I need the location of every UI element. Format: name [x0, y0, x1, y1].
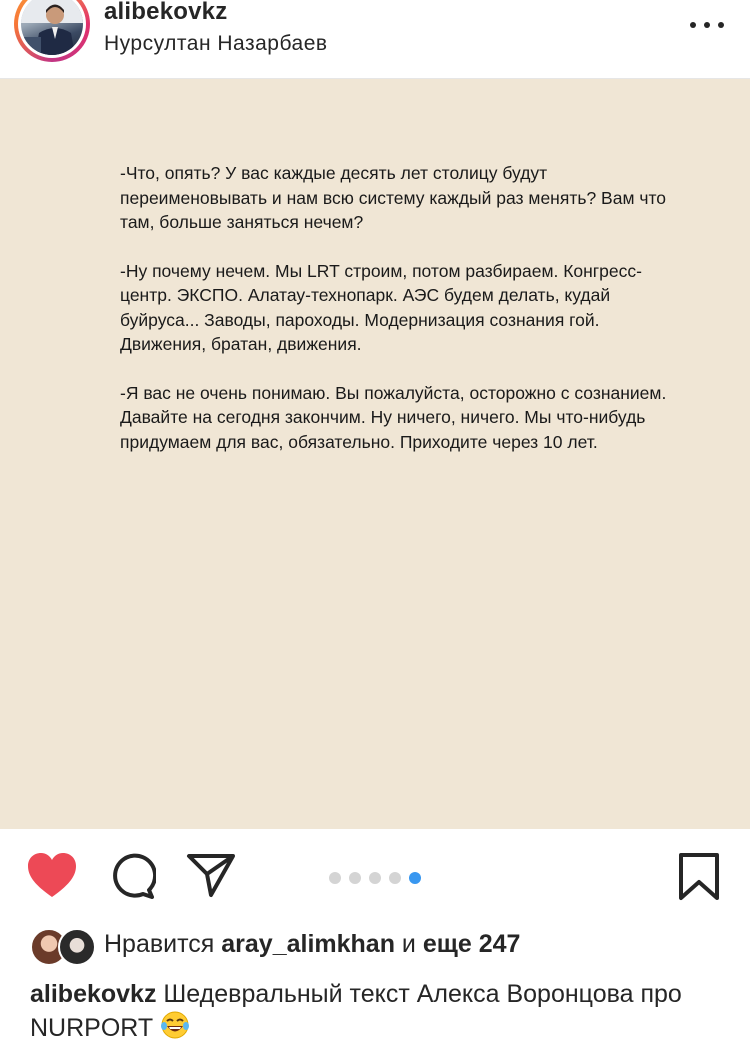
action-bar [0, 830, 750, 926]
carousel-dot [349, 872, 361, 884]
carousel-dot [389, 872, 401, 884]
post-caption [30, 978, 720, 1048]
caption-username[interactable]: alibekovkz [30, 980, 157, 1008]
post-paragraph: -Что, опять? У вас каждые десять лет столицу будут переименовывать и нам всю систему каждый раз менять? Вам что там, больше заняться нечем? [120, 163, 667, 232]
comment-button[interactable] [108, 852, 156, 905]
heart-filled-icon [26, 852, 78, 900]
post-paragraph: -Ну почему нечем. Мы LRT строим, потом разбираем. Конгресс-центр. ЭКСПО. Алатау-технопарк. АЭС будем делать, кудай буйруса... Заводы, пароходы. Модернизация сознания гой. Движения, братан, движения. [120, 260, 642, 354]
bookmark-icon [678, 852, 720, 902]
comment-icon [108, 852, 156, 900]
send-icon [186, 852, 236, 898]
post-header [0, 0, 750, 79]
post-paragraph: -Я вас не очень понимаю. Вы пожалуйста, осторожно с сознанием. Давайте на сегодня закончим. Ну ничего, ничего. Мы что-нибудь придумаем для вас, обязательно. Приходите через 10 лет. [120, 382, 667, 452]
carousel-dot-active [409, 872, 421, 884]
caption-text: Шедевральный текст Алекса Воронцова про NURPORT [30, 980, 682, 1042]
likes-text: Нравится aray_alimkhan и еще 247 [104, 930, 521, 958]
avatar [58, 928, 96, 966]
more-options-icon[interactable] [690, 18, 724, 32]
liker-username[interactable]: aray_alimkhan [221, 930, 395, 958]
likes-row [30, 926, 750, 966]
story-ring[interactable] [14, 0, 90, 62]
username[interactable]: alibekovkz [104, 0, 228, 25]
location-link[interactable]: Нурсултан Назарбаев [104, 32, 328, 55]
carousel-dot [369, 872, 381, 884]
carousel-dot [329, 872, 341, 884]
tears-of-joy-emoji-icon [160, 1010, 190, 1048]
avatar[interactable] [21, 0, 83, 55]
like-button[interactable] [26, 852, 78, 905]
likes-count-link[interactable]: еще 247 [422, 930, 521, 958]
save-button[interactable] [678, 852, 720, 907]
carousel-indicator [329, 872, 421, 884]
avatar-photo [21, 0, 83, 55]
post-image-text [120, 161, 690, 478]
share-button[interactable] [186, 852, 236, 903]
post-image[interactable] [0, 79, 750, 829]
liker-avatars[interactable] [30, 928, 94, 964]
